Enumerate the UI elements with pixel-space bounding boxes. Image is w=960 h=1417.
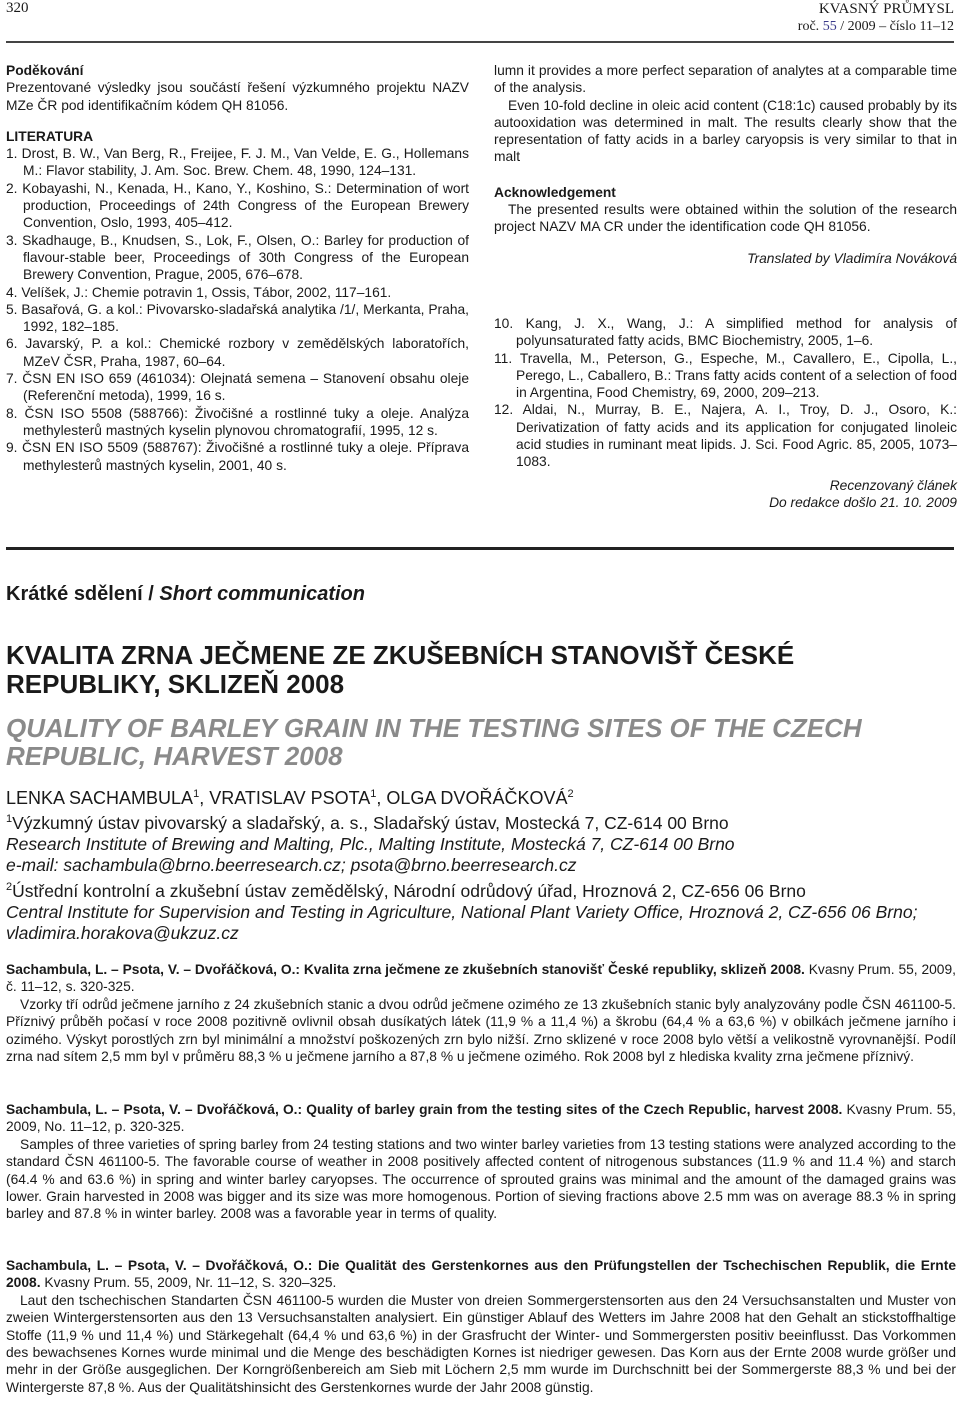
journal-name: KVASNÝ PRŮMYSL xyxy=(818,1,954,17)
left-column xyxy=(6,62,469,488)
reference-item: 10. Kang, J. X., Wang, J.: A simplified method for analysis of polyunsaturated fatty acids, BMC Biochemistry, 2005, 1–6. xyxy=(494,315,957,349)
acknowledgement-heading: Acknowledgement xyxy=(494,184,616,200)
thanks-text: Prezentované výsledky jsou součástí řešení výzkumného projektu NAZV MZe ČR pod identifikačním kódem QH 81056. xyxy=(6,80,469,113)
article-title-en: QUALITY OF BARLEY GRAIN IN THE TESTING SITES OF THE CZECH REPUBLIC, HARVEST 2008 xyxy=(6,713,862,771)
body-paragraph: lumn it provides a more perfect separation of analytes at a comparable time of the analysis. xyxy=(494,63,957,96)
reference-item: 8. ČSN ISO 5508 (588766): Živočišné a rostlinné tuky a oleje. Analýza methylesterů mastných kyselin plynovou chromatografií, 1995, 12 s. xyxy=(6,405,469,438)
body-paragraph: Even 10-fold decline in oleic acid content (C18:1c) caused probably by its autooxidation was determined in malt. The results clearly show that the representation of fatty acids in a barley caryopsis is very similar to that in malt xyxy=(494,97,957,165)
literature-heading: LITERATURA xyxy=(6,128,94,144)
abstract-citation: Sachambula, L. – Psota, V. – Dvořáčková, O.: Kvalita zrna ječmene ze zkušebních stanovišť České republiky, sklizeň 2008. Kvasny Prum. 55, 2009, č. 11–12, s. 320-325. xyxy=(6,962,956,995)
reference-item: 12. Aldai, N., Murray, B. E., Najera, A. I., Troy, D. J., Osoro, K.: Derivatization of fatty acids and its application for conjugated linoleic acid studies in ruminant meat lipids. J. Sci. Food Agric. 85, 2005, 1073–1083. xyxy=(494,402,957,470)
literature xyxy=(6,128,469,474)
affiliation-2-cz: $^2$Ústřední kontrolní a zkušební ústav zemědělský, Národní odrůdový úřad, Hroznová 2, CZ-656 06 Brno xyxy=(6,880,806,901)
section-divider xyxy=(6,547,954,550)
section-label-en: Short communication xyxy=(159,583,365,605)
received-date: Do redakce došlo 21. 10. 2009 xyxy=(769,494,957,510)
affiliation-1-cz: $^1$Výzkumný ústav pivovarský a sladařský, a. s., Sladařský ústav, Mostecká 7, CZ-614 00 Brno xyxy=(6,813,729,834)
volume-prefix: roč. xyxy=(797,19,820,34)
affiliation-2-en: Central Institute for Supervision and Testing in Agriculture, National Plant Variety Office, Hroznová 2, CZ-656 06 Brno; vladimira.horakova@ukzuz.cz xyxy=(6,901,918,943)
reference-item: 7. ČSN EN ISO 659 (461034): Olejnatá semena – Stanovení obsahu oleje (Referenční metoda), 1999, 16 s. xyxy=(6,371,469,404)
abstract-text: Vzorky tří odrůd ječmene jarního z 24 zkušebních stanic a dvou odrůd ječmene ozimého ze 13 zkušebních stanic byly analyzovány podle ČSN 461100-5. Příznivý průběh počasí v roce 2008 pozitivně ovlivnil obsah dusíkatých látek (11,9 % a 11,4 %) a škrobu (64,4 % a 63,6 %) v obilkách ječmene jarního i ozimého. Výskyt porostlých zrn byl minimální a množství poškozených zrn bylo nižší. Zrno sklizené v roce 2008 bylo větší a velikostně vyrovnanější. Podíl zrna nad sítem 2,5 mm byl v průměru 88,3 % u ječmene jarního a 87,8 % u ječmene ozimého. Rok 2008 byl z hlediska kvality zrna ječmene příznivý. xyxy=(6,996,956,1065)
abstract-text: Laut den tschechischen Standarten ČSN 461100-5 wurden die Muster von dreien Sommergerstensorten aus den 24 Versuchsanstalten und Muster von zweien Wintergerstensorten aus den 13 Versuchsanstalten analysiert. Ein günstiger Ablauf des Wetters im Jahre 2008 hat den Gehalt an stickstoffhaltige Stoffe (11,9 % und 11,4 %) und Stärkegehalt (64,4 % und 63,6 %) in der Grasfrucht der Winter- und Sommergersten positiv beeinflusst. Das Vorkommen des bewachsenes Kornes wurde minimal und die Menge des beschädigten Kornes ist niedriger gewesen. Das Korn aus der Ernte 2008 wurde größer und mehr in der Größe ausgeglichen. Der Korngrößenbereich am Sieb mit Löchern 2,5 mm wurde im Durchschnitt bei der Sommergerste 88,3 % und bei der Wintergerste 87,8 %. Aus der Qualitätshinsicht des Gerstenkornes wurde der Jahr 2008 günstig. xyxy=(6,1292,956,1395)
author-list: LENKA SACHAMBULA$^1$, VRATISLAV PSOTA$^1$, OLGA DVOŘÁČKOVÁ$^2$ xyxy=(6,788,574,808)
reference-item: 3. Skadhauge, B., Knudsen, S., Lok, F., Olsen, O.: Barley for production of flavour-stable beer, Proceedings of 30th Congress of the European Brewery Convention, Prague, 2005, 676–678. xyxy=(6,232,469,283)
abstract-text: Samples of three varieties of spring barley from 24 testing stations and two winter barley varieties from 13 testing stations were analyzed according to the standard ČSN 461100-5. The favorable course of weather in 2008 positively affected content of nitrogenous substances (11.9 % and 11.4 %) and starch (64.4 % and 63.6 %) in spring and winter barley caryopses. The occurrence of sprouted grains was minimal and the amount of the damaged grains was lower. Grain harvested in 2008 was bigger and its size was more homogenous. Portion of sieving fractions above 2.5 mm was on average 88.3 % in spring barley and 87.8 % in winter barley. 2008 was a favorable year in terms of quality. xyxy=(6,1136,956,1222)
volume-rest: / 2009 – číslo 11–12 xyxy=(840,19,954,34)
author-name: LENKA SACHAMBULA xyxy=(6,788,194,808)
reference-item: 4. Velíšek, J.: Chemie potravin 1, Ossis, Tábor, 2002, 117–161. xyxy=(6,284,392,300)
abstract-citation: Sachambula, L. – Psota, V. – Dvořáčková, O.: Quality of barley grain from the testing sites of the Czech Republic, harvest 2008. Kvasny Prum. 55, 2009, No. 11–12, p. 320-325. xyxy=(6,1102,956,1135)
acknowledgement-text: The presented results were obtained within the solution of the research project NAZV MA CR under the identification code QH 81056. xyxy=(494,202,957,235)
affiliation-mark: 1 xyxy=(370,788,377,800)
reference-item: 2. Kobayashi, N., Kenada, H., Kano, Y., Koshino, S.: Determination of wort production, Proceedings of 24th Congress of the European Brewery Convention, Oslo, 1993, 405–412. xyxy=(6,180,469,231)
article-title-cz: KVALITA ZRNA JEČMENE ZE ZKUŠEBNÍCH STANOVIŠŤ ČESKÉ REPUBLIKY, SKLIZEŇ 2008 xyxy=(6,640,795,699)
acknowledgement-cz xyxy=(6,62,469,114)
journal-info xyxy=(798,0,954,36)
thanks-heading: Poděkování xyxy=(6,63,84,78)
right-column xyxy=(494,62,957,511)
volume-line xyxy=(798,18,954,36)
affiliation-1-email[interactable]: e-mail: sachambula@brno.beerresearch.cz; psota@brno.beerresearch.cz xyxy=(6,855,577,876)
review-note: Recenzovaný článek xyxy=(829,477,957,493)
page-header xyxy=(6,0,954,46)
header-rule xyxy=(6,41,954,43)
affiliation-mark: 2 xyxy=(6,880,13,893)
authors-affiliations xyxy=(6,784,956,944)
reference-item: 1. Drost, B. W., Van Berg, R., Freijee, F. J. M., Van Velde, E. G., Hollemans M.: Flavor stability, J. Am. Soc. Brew. Chem. 48, 1990, 124–131. xyxy=(6,146,469,179)
abstract-cz xyxy=(6,961,956,1065)
abstract-citation: Sachambula, L. – Psota, V. – Dvořáčková, O.: Die Qualität des Gerstenkornes aus den Prüfungstellen der Tschechischen Republik, die Ernte 2008. Kvasny Prum. 55, 2009, Nr. 11–12, S. 320–325. xyxy=(6,1258,956,1291)
translator-note: Translated by Vladimíra Nováková xyxy=(747,250,957,266)
abstract-en xyxy=(6,1101,956,1223)
reference-item: 5. Basařová, G. a kol.: Pivovarsko-sladařská analytika /1/, Merkanta, Praha, 1992, 182–185. xyxy=(6,301,469,335)
section-label-cz: Krátké sdělení / xyxy=(6,583,154,605)
abstract-de xyxy=(6,1257,956,1396)
reference-item: 11. Travella, M., Peterson, G., Espeche, M., Cavallero, E., Cipolla, L., Perego, L., Caballero, B.: Trans fatty acids content of a selection of food in Argentina, Food Chemistry, 69, 2000, 209–213. xyxy=(494,350,957,401)
affiliation-mark: 1 xyxy=(193,788,200,800)
reference-item: 9. ČSN EN ISO 5509 (588767): Živočišné a rostlinné tuky a oleje. Příprava methylesterů mastných kyselin, 2001, 40 s. xyxy=(6,440,469,473)
section-label xyxy=(6,583,365,606)
affiliation-1-en: Research Institute of Brewing and Malting, Plc., Malting Institute, Mostecká 7, CZ-614 00 Brno xyxy=(6,834,735,855)
author-name: VRATISLAV PSOTA xyxy=(209,788,371,808)
affiliation-mark: 1 xyxy=(6,813,13,826)
volume-number: 55 xyxy=(822,19,837,34)
page-number: 320 xyxy=(6,0,29,16)
reference-item: 6. Javarský, P. a kol.: Chemické rozbory v zemědělských laboratořích, MZeV ČSR, Praha, 1987, 60–64. xyxy=(6,336,469,369)
author-name: OLGA DVOŘÁČKOVÁ xyxy=(386,788,568,808)
affiliation-mark: 2 xyxy=(567,788,574,800)
